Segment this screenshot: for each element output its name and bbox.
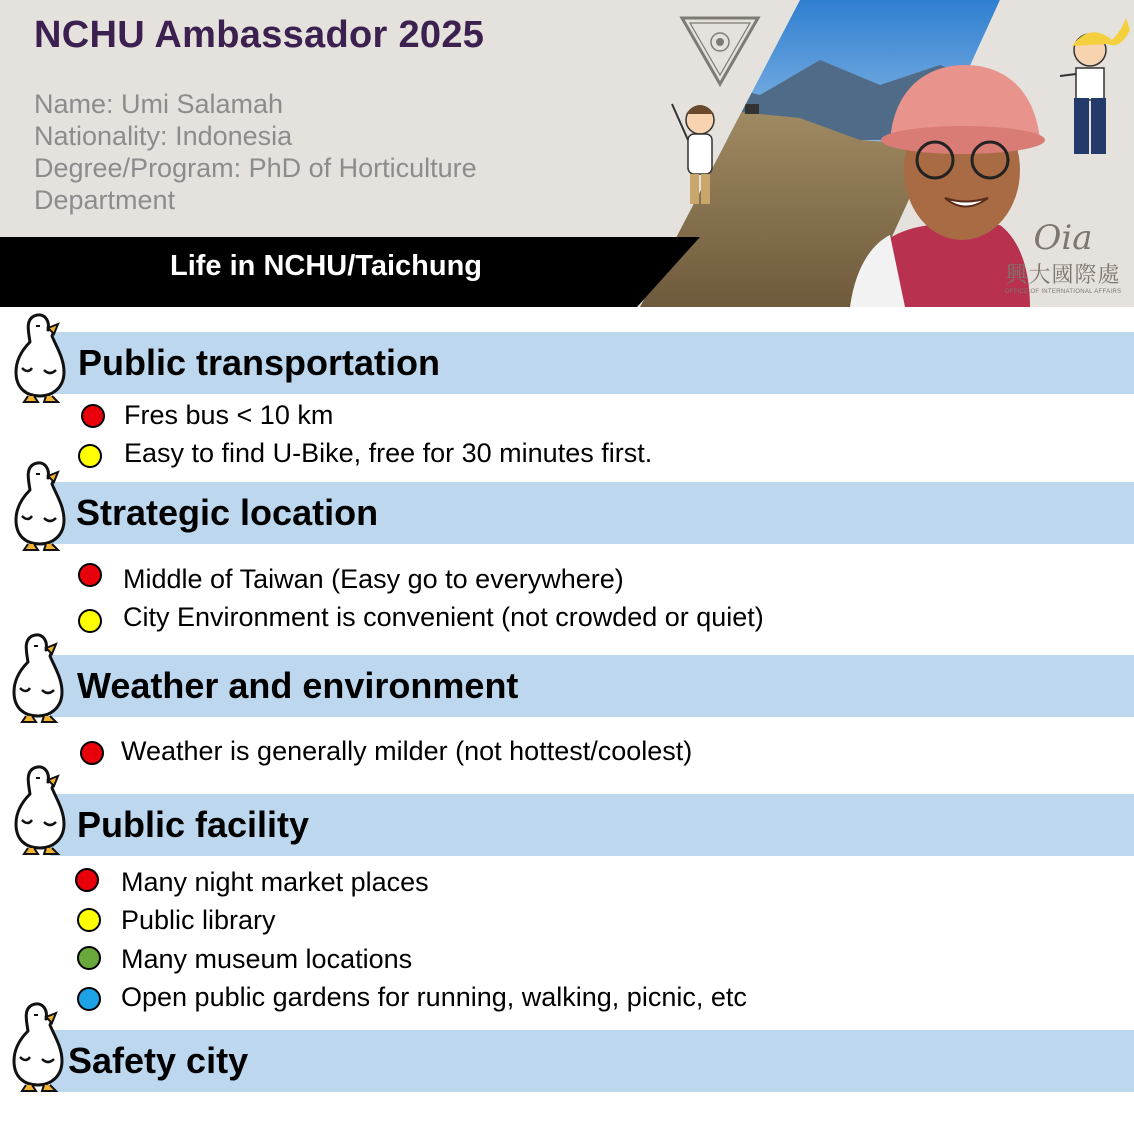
nationality-line: Nationality: Indonesia [34,121,293,151]
list-item: Middle of Taiwan (Easy go to everywhere) [123,564,624,594]
section-title-weather: Weather and environment [77,665,519,706]
oia-chinese: 興大國際處 [1005,263,1121,288]
boy-illustration [672,104,714,204]
duck-icon [10,456,70,552]
life-banner-label: Life in NCHU/Taichung [170,250,483,282]
list-item: Fres bus < 10 km [124,400,334,430]
nchu-seal-icon [678,14,762,88]
list-item: City Environment is convenient (not crowded or quiet) [123,602,764,632]
green-dot-icon [77,946,101,970]
degree-line: Degree/Program: PhD of Horticulture Department [34,153,477,215]
duck-icon [8,997,68,1093]
section-title-public-facility: Public facility [77,804,310,845]
section-title-strategic-location: Strategic location [76,492,379,533]
page-title: NCHU Ambassador 2025 [34,14,485,56]
girl-illustration [1060,18,1130,154]
header-banner [0,0,1134,307]
name-line: Name: Umi Salamah [34,89,284,119]
list-item: Easy to find U-Bike, free for 30 minutes first. [124,438,653,468]
oia-english: OFFICE OF INTERNATIONAL AFFAIRS [1004,289,1122,295]
duck-icon [10,308,70,404]
list-item: Open public gardens for running, walking, picnic, etc [121,982,747,1012]
section-title-public-transportation: Public transportation [78,342,441,383]
list-item: Many museum locations [121,944,413,974]
yellow-dot-icon [77,908,101,932]
yellow-dot-icon [78,609,102,633]
red-dot-icon [78,563,102,587]
oia-logo [1003,218,1123,295]
yellow-dot-icon [78,444,102,468]
duck-icon [10,760,70,856]
duck-icon [8,628,68,724]
red-dot-icon [81,404,105,428]
blue-dot-icon [77,987,101,1011]
red-dot-icon [75,868,99,892]
section-title-safety-city: Safety city [68,1040,249,1081]
list-item: Weather is generally milder (not hottest/coolest) [121,736,693,766]
red-dot-icon [80,741,104,765]
list-item: Public library [121,905,276,935]
oia-mark: Oia [1033,218,1093,258]
list-item: Many night market places [121,867,429,897]
